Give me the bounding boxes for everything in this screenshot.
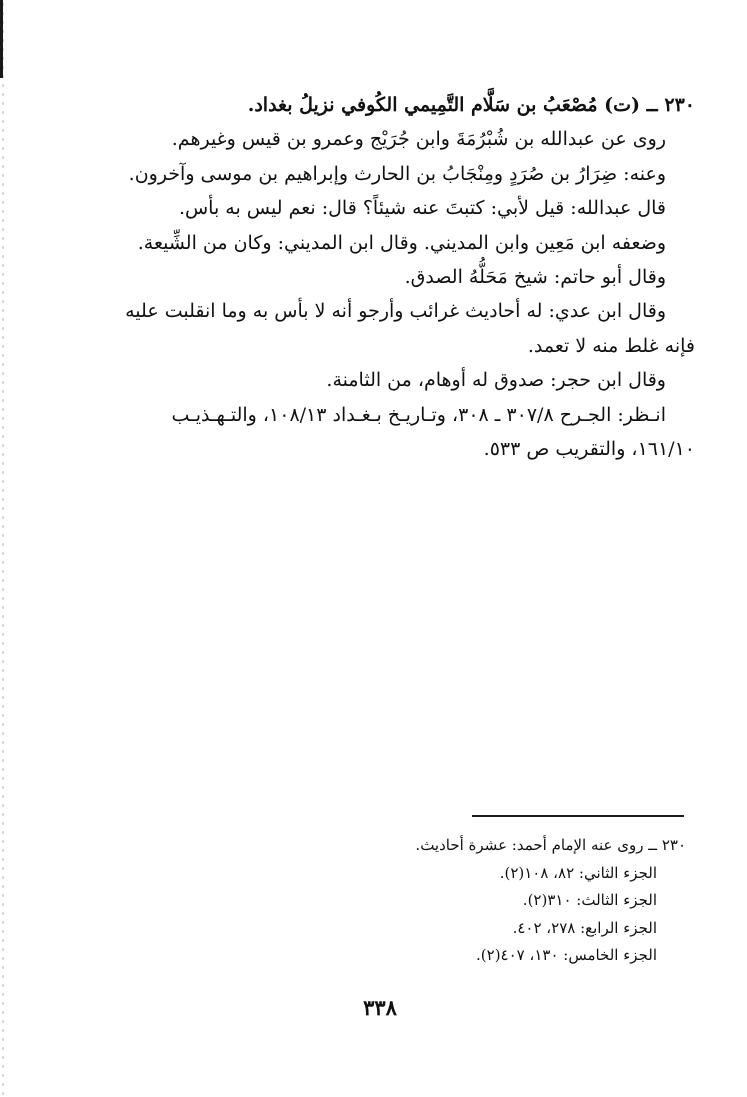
entry-line: فإنه غلط منه لا تعمد. xyxy=(527,334,695,357)
footnote-intro: ٢٣٠ ــ روى عنه الإمام أحمد: عشرة أحاديث. xyxy=(415,836,686,854)
entry-line: وعنه: ضِرَارُ بن صُرَدٍ ومِنْجَابُ بن الحارث وإبراهيم بن موسى وآخرون. xyxy=(128,162,666,185)
entry-line: وقال أبو حاتم: شيخ مَحَلُّهُ الصدق. xyxy=(404,266,666,289)
page-edge-shadow xyxy=(0,0,6,1097)
footnote-item: الجزء الثالث: ٣١٠(٢). xyxy=(522,891,657,909)
page-number: ٣٣٨ xyxy=(363,995,397,1020)
entry-heading: ٢٣٠ ــ (ت) مُصْعَبُ بن سَلَّام التَّمِيمي الكُوفي نزيلُ بغداد. xyxy=(247,94,695,116)
entry-line: روى عن عبدالله بن شُبْرُمَةَ وابن جُرَيْج وعمرو بن قيس وغيرهم. xyxy=(171,128,666,151)
footnotes xyxy=(320,832,686,970)
footnote-separator xyxy=(472,815,684,817)
entry-line: انـظر: الجـرح ٣٠٧/٨ ـ ٣٠٨، وتـاريـخ بـغـداد ١٠٨/١٣، والتـهـذيـب xyxy=(171,403,666,426)
footnote-item: الجزء الثاني: ٨٢، ١٠٨(٢). xyxy=(499,863,657,882)
entry-line: وقال ابن عدي: له أحاديث غرائب وأرجو أنه لا بأس به وما انقلبت عليه xyxy=(125,300,666,323)
footnote-item: الجزء الخامس: ١٣٠، ٤٠٧(٢). xyxy=(476,946,657,964)
entry-line: ١٦١/١٠، والتقريب ص ٥٣٣. xyxy=(483,438,695,461)
entry-line: قال عبدالله: قيل لأبي: كتبتَ عنه شيئاً؟ قال: نعم ليس به بأس. xyxy=(178,197,666,220)
binding-mark xyxy=(0,0,3,78)
entry-line: وقال ابن حجر: صدوق له أوهام، من الثامنة. xyxy=(326,369,666,392)
footnote-item: الجزء الرابع: ٢٧٨، ٤٠٢. xyxy=(512,918,657,937)
main-entry xyxy=(75,88,695,466)
entry-line: وضعفه ابن مَعِين وابن المديني. وقال ابن المديني: وكان من الشِّيعة. xyxy=(137,231,666,254)
